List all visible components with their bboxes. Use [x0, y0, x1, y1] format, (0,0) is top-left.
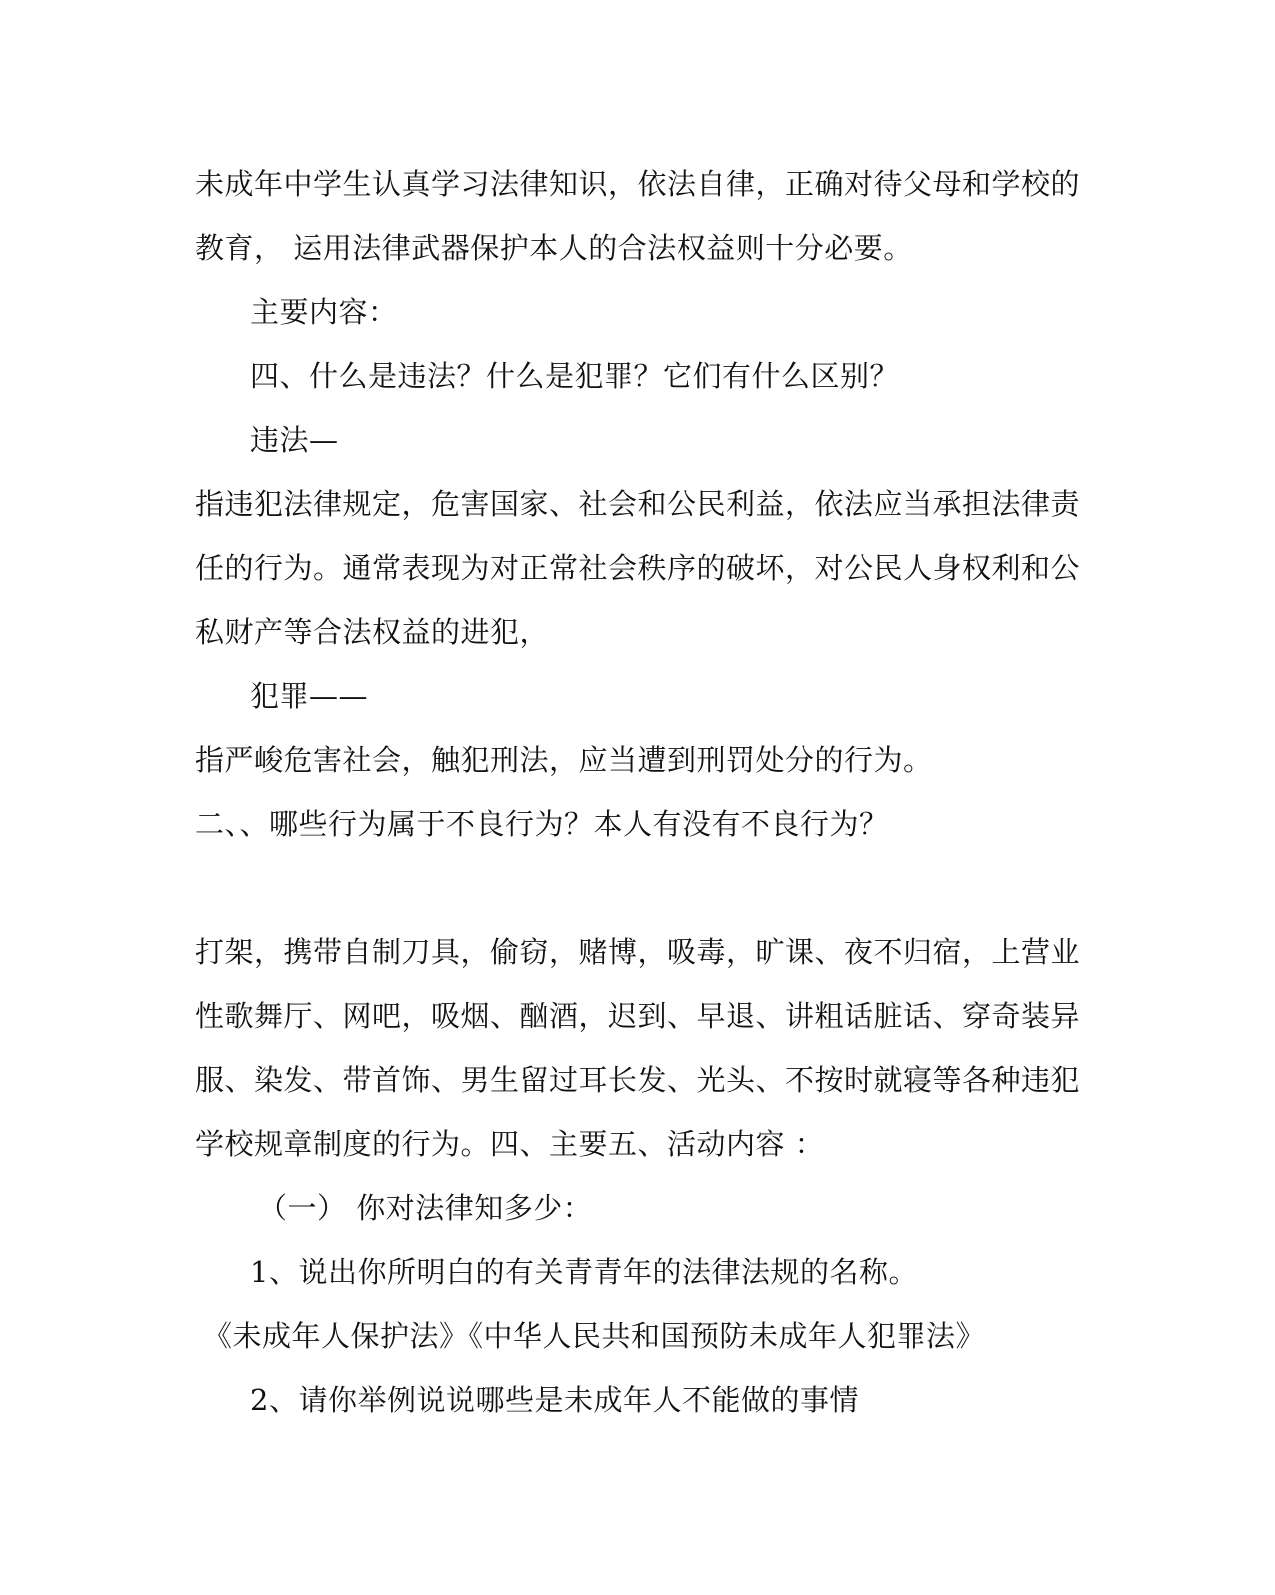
subsection-heading: （一） 你对法律知多少：: [258, 1191, 593, 1225]
paragraph-line: 教育， 运用法律武器保护本人的合法权益则十分必要。: [195, 231, 913, 265]
paragraph-line: 学校规章制度的行为。四、主要五、活动内容 ：: [195, 1127, 825, 1161]
section-heading: 主要内容：: [250, 295, 398, 329]
question-heading: 二、、哪些行为属于不良行为？本人有没有不良行为？: [195, 807, 889, 841]
list-item: 2、请你举例说说哪些是未成年人不能做的事情: [250, 1383, 859, 1417]
list-item: 1、说出你所明白的有关青青年的法律法规的名称。: [250, 1255, 918, 1289]
term-label: 犯罪——: [250, 679, 369, 713]
term-label: 违法—: [250, 423, 339, 457]
paragraph-line: 未成年中学生认真学习法律知识，依法自律，正确对待父母和学校的: [195, 167, 1081, 201]
law-titles: 《未成年人保护法》《中华人民共和国预防未成年人犯罪法》: [203, 1319, 986, 1353]
paragraph-line: 私财产等合法权益的进犯，: [195, 615, 550, 649]
paragraph-line: 指违犯法律规定，危害国家、社会和公民利益，依法应当承担法律责: [195, 487, 1081, 521]
paragraph-line: 服、染发、带首饰、男生留过耳长发、光头、不按时就寝等各种违犯: [195, 1063, 1081, 1097]
question-heading: 四、什么是违法？什么是犯罪？它们有什么区别？: [250, 359, 900, 393]
paragraph-line: 任的行为。通常表现为对正常社会秩序的破坏，对公民人身权利和公: [195, 551, 1081, 585]
paragraph-line: 指严峻危害社会，触犯刑法，应当遭到刑罚处分的行为。: [195, 743, 933, 777]
paragraph-line: 性歌舞厅、网吧，吸烟、酗酒，迟到、早退、讲粗话脏话、穿奇装异: [195, 999, 1081, 1033]
paragraph-line: 打架，携带自制刀具，偷窃，赌博，吸毒，旷课、夜不归宿，上营业: [195, 935, 1081, 969]
